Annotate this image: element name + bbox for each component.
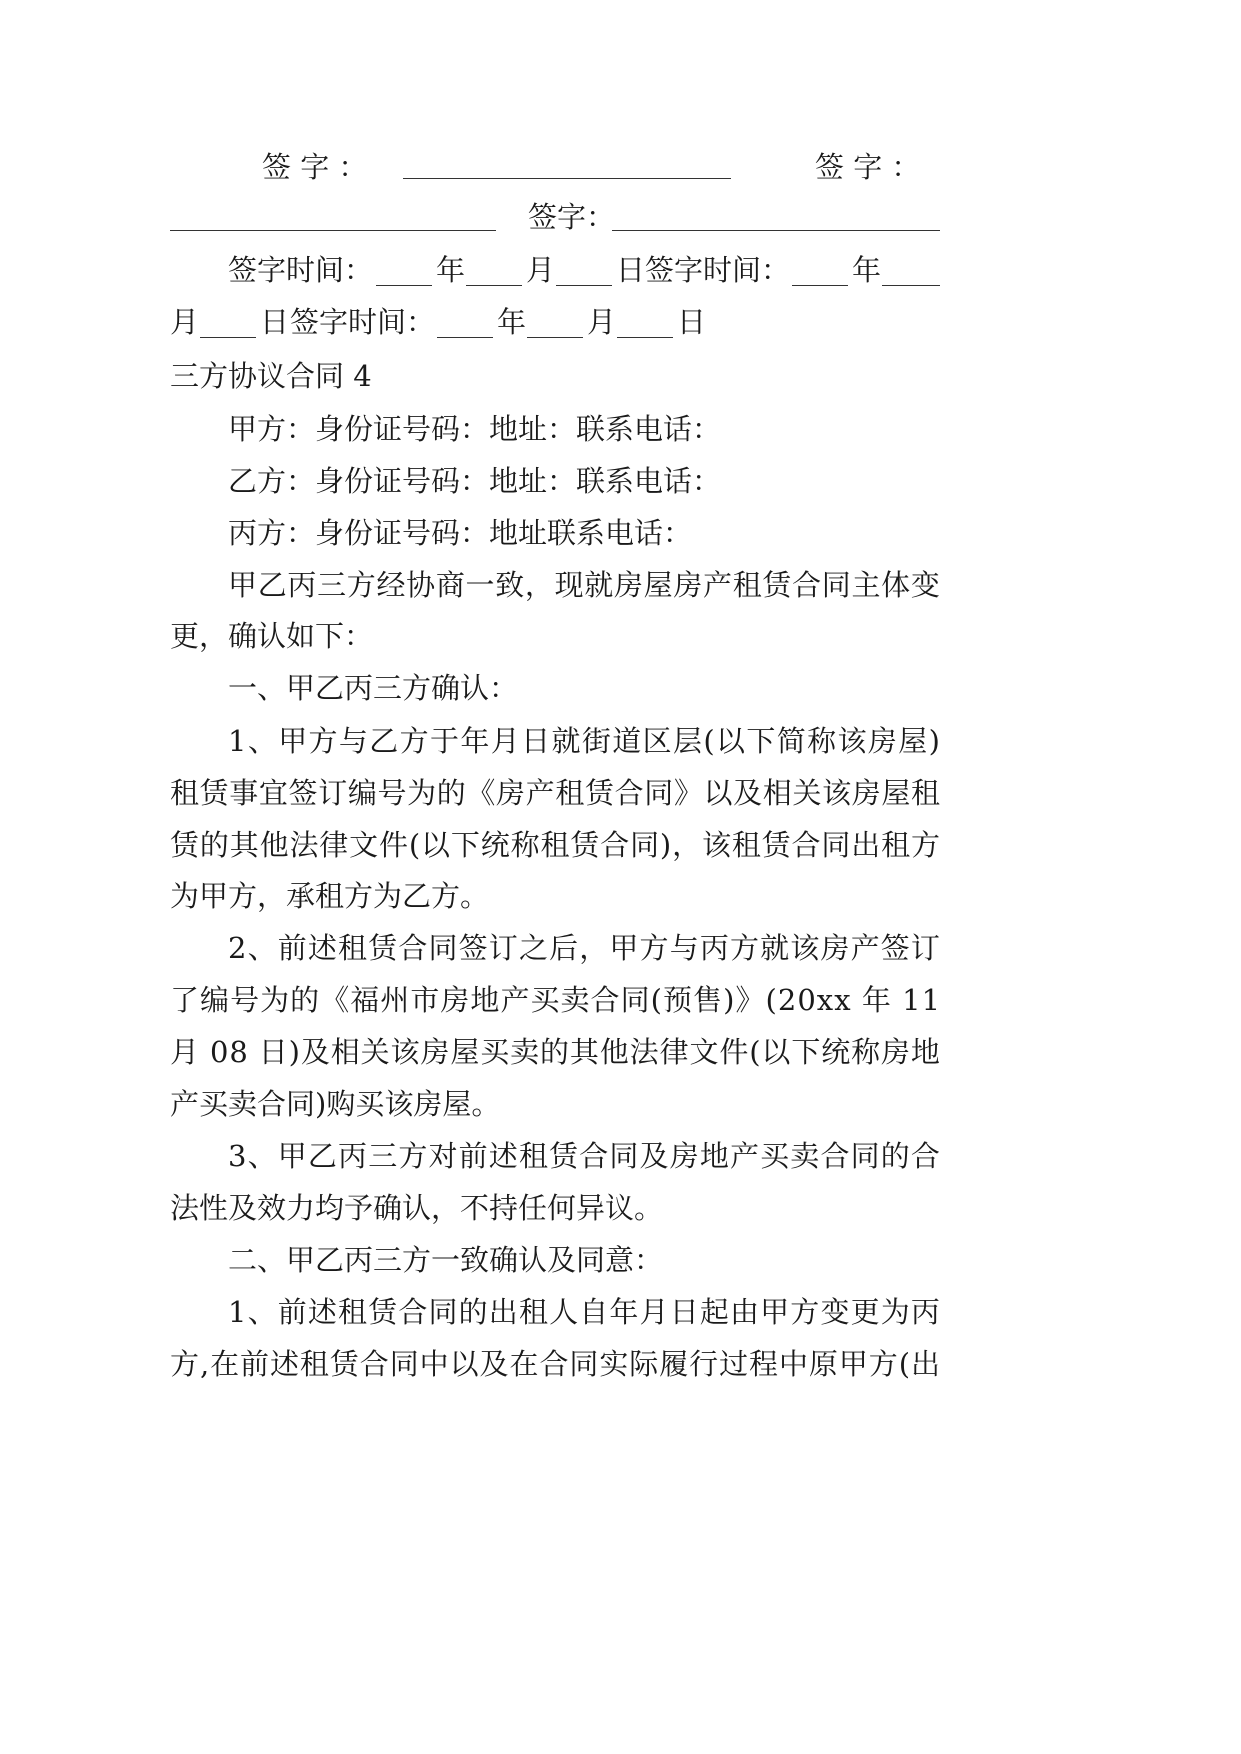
paragraph-line: 方,在前述租赁合同中以及在合同实际履行过程中原甲方(出 (170, 1347, 941, 1381)
paragraph-line: 月 08 日)及相关该房屋买卖的其他法律文件(以下统称房地 (170, 1035, 941, 1069)
month-blank-c (527, 337, 583, 338)
year-label-b: 年 (852, 253, 882, 287)
signature-label-party-a: 签 字 ： (262, 150, 368, 184)
clause-heading: 一、甲乙丙三方确认： (228, 671, 519, 705)
intro-line-1 (0, 560, 1241, 610)
paragraph-line: 了编号为的《福州市房地产买卖合同(预售)》(20xx 年 11 (170, 983, 942, 1017)
day-label-c: 日 (677, 305, 707, 339)
paragraph-line: 2、前述租赁合同签订之后，甲方与丙方就该房产签订 (228, 931, 942, 965)
clause-1-line-4 (0, 871, 1241, 921)
clause-2-1-line-1 (0, 1287, 1241, 1337)
clause-3-line-2 (0, 1183, 1241, 1233)
paragraph-line: 产买卖合同)购买该房屋。 (170, 1087, 501, 1121)
party-b-line (0, 456, 1241, 506)
signature-blank-party-c (612, 230, 940, 231)
day-label-b: 日 (260, 305, 290, 339)
party-c-line (0, 508, 1241, 558)
paragraph-line: 法性及效力均予确认，不持任何异议。 (170, 1191, 664, 1225)
day-label-a: 日 (616, 253, 646, 287)
signing-time-label-c: 签字时间： (290, 305, 436, 339)
paragraph-line: 更，确认如下： (170, 619, 374, 653)
day-blank-b (200, 337, 256, 338)
signature-row-1 (0, 142, 1241, 192)
party-a-line (0, 404, 1241, 454)
heading-one (0, 663, 1241, 713)
month-blank-b (882, 285, 940, 286)
heading-two (0, 1235, 1241, 1285)
signature-row-2 (0, 192, 1241, 242)
year-label-c: 年 (497, 305, 527, 339)
paragraph-line: 1、甲方与乙方于年月日就街道区层(以下简称该房屋) (228, 724, 942, 758)
year-blank-c (437, 337, 493, 338)
year-blank-b (792, 285, 848, 286)
signature-blank-party-b (170, 230, 496, 231)
paragraph-line: 丙方：身份证号码：地址联系电话： (228, 516, 693, 550)
paragraph-line: 甲乙丙三方经协商一致，现就房屋房产租赁合同主体变 (228, 568, 941, 602)
month-label-b: 月 (170, 305, 200, 339)
clause-heading: 二、甲乙丙三方一致确认及同意： (228, 1243, 664, 1277)
paragraph-line: 赁的其他法律文件(以下统称租赁合同)，该租赁合同出租方 (170, 828, 941, 862)
year-blank-a (376, 285, 432, 286)
section-title-row (0, 351, 1241, 401)
year-label-a: 年 (436, 253, 466, 287)
section-title: 三方协议合同 4 (170, 359, 372, 393)
clause-2-line-3 (0, 1027, 1241, 1077)
clause-1-line-3 (0, 820, 1241, 870)
signature-label-party-c: 签字： (528, 200, 616, 234)
paragraph-line: 甲方：身份证号码：地址：联系电话： (228, 412, 722, 446)
clause-2-line-1 (0, 923, 1241, 973)
day-blank-a (556, 285, 612, 286)
signing-time-label-b: 签字时间： (645, 253, 791, 287)
clause-1-line-1 (0, 716, 1241, 766)
intro-line-2 (0, 611, 1241, 661)
month-label-c: 月 (587, 305, 617, 339)
clause-2-1-line-2 (0, 1339, 1241, 1389)
clause-2-line-2 (0, 975, 1241, 1025)
day-blank-c (617, 337, 673, 338)
clause-1-line-2 (0, 768, 1241, 818)
month-blank-a (466, 285, 522, 286)
signing-time-label-a: 签字时间： (228, 253, 374, 287)
signing-time-row-1 (0, 245, 1241, 295)
paragraph-line: 1、前述租赁合同的出租人自年月日起由甲方变更为丙 (228, 1295, 942, 1329)
clause-2-line-4 (0, 1079, 1241, 1129)
signature-label-party-b: 签 字 ： (815, 150, 921, 184)
paragraph-line: 3、甲乙丙三方对前述租赁合同及房地产买卖合同的合 (228, 1139, 942, 1173)
signature-blank-party-a (403, 178, 731, 179)
paragraph-line: 乙方：身份证号码：地址：联系电话： (228, 464, 722, 498)
paragraph-line: 租赁事宜签订编号为的《房产租赁合同》以及相关该房屋租 (170, 776, 941, 810)
month-label-a: 月 (526, 253, 556, 287)
signing-time-row-2 (0, 297, 1241, 347)
paragraph-line: 为甲方，承租方为乙方。 (170, 879, 490, 913)
clause-3-line-1 (0, 1131, 1241, 1181)
